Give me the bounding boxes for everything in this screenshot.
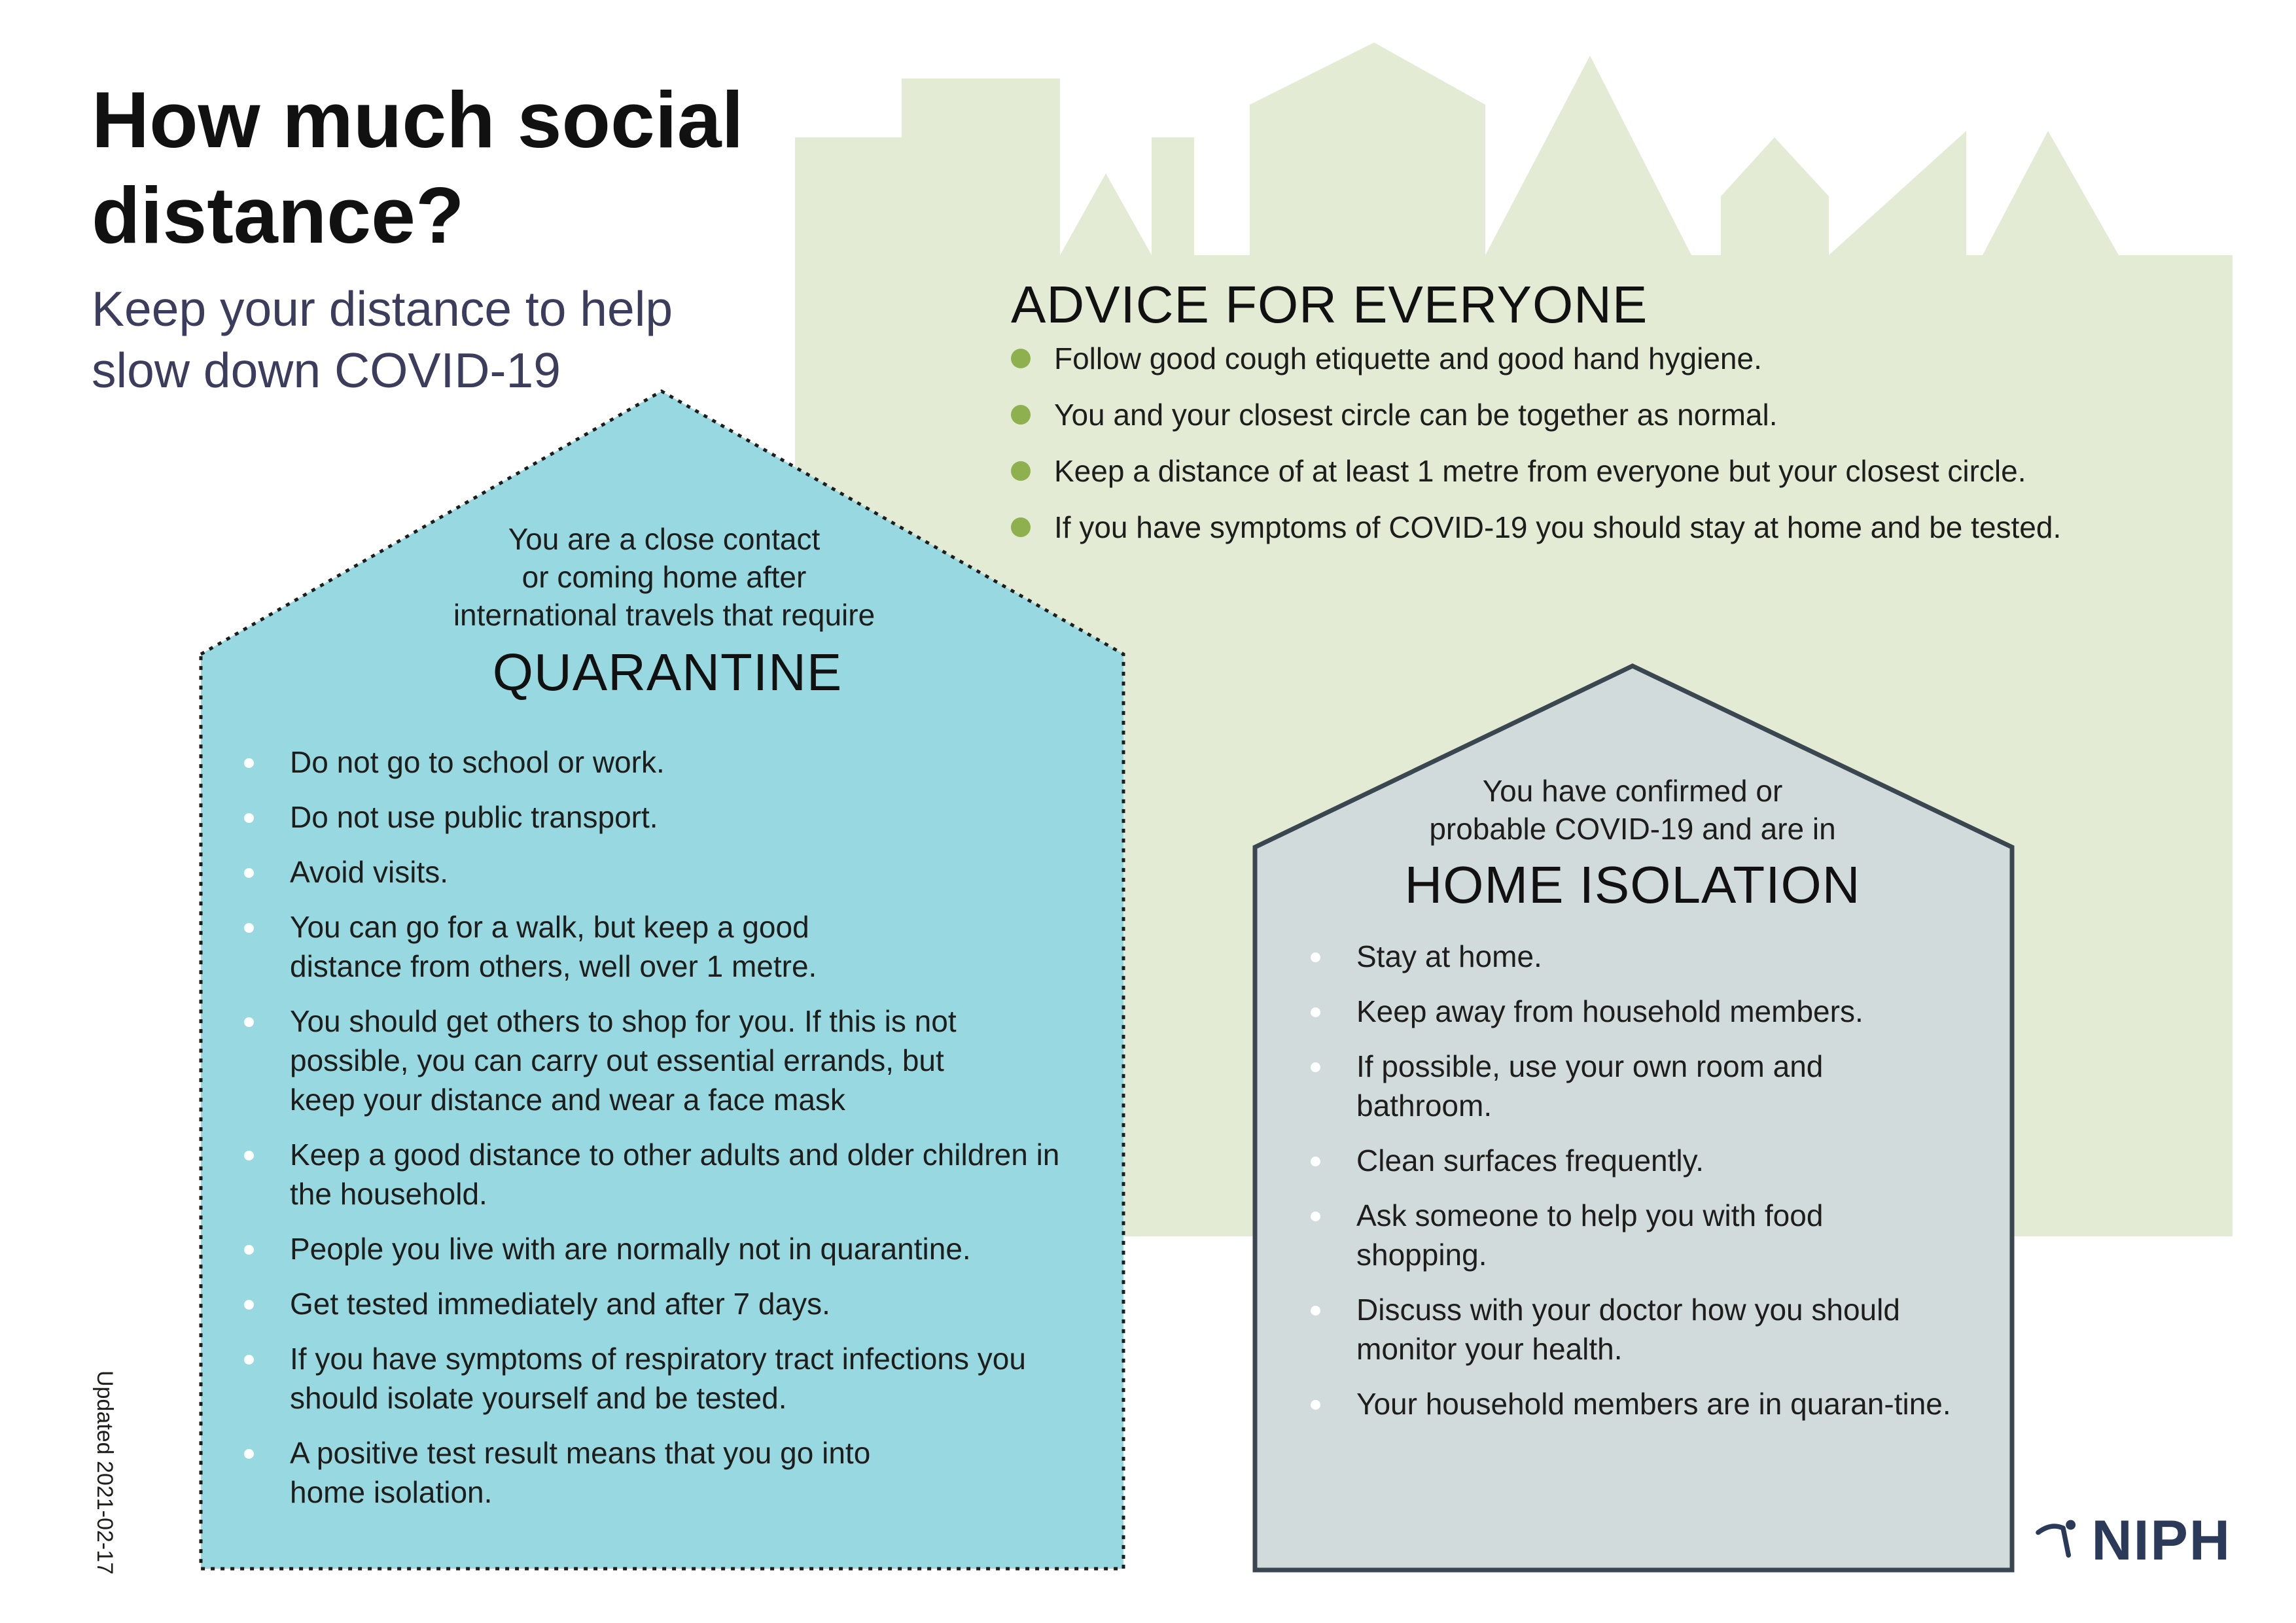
quarantine-item: You should get others to shop for you. If this is not possible, you can carry out essential errands, but keep your distance and wear a face mask [239, 1002, 1016, 1119]
isolation-item: Keep away from household members. [1305, 992, 1960, 1031]
updated-date: Updated 2021-02-17 [92, 1370, 117, 1575]
isolation-item: Stay at home. [1305, 937, 1960, 976]
advice-item: If you have symptoms of COVID-19 you should stay at home and be tested. [1011, 509, 2221, 546]
isolation-intro: You have confirmed or probable COVID-19 and are in [1429, 774, 1836, 846]
quarantine-item: If you have symptoms of respiratory tract infections you should isolate yourself and be tested. [239, 1339, 1075, 1418]
isolation-item: Your household members are in quaran-tine. [1305, 1384, 1958, 1423]
advice-list [1011, 340, 2221, 565]
page-title: How much social distance? [92, 75, 744, 260]
quarantine-item: Do not use public transport. [239, 797, 1096, 837]
quarantine-item: You can go for a walk, but keep a good distance from others, well over 1 metre. [239, 907, 879, 986]
niph-logo-icon [2035, 1511, 2084, 1570]
advice-item: Follow good cough etiquette and good hand hygiene. [1011, 340, 2221, 377]
quarantine-item: Get tested immediately and after 7 days. [239, 1284, 1096, 1323]
isolation-item: Clean surfaces frequently. [1305, 1141, 1960, 1180]
isolation-list [1305, 937, 1960, 1439]
page-subtitle: Keep your distance to help slow down COVID-19 [92, 281, 673, 398]
quarantine-item: Keep a good distance to other adults and older children in the household. [239, 1135, 1096, 1213]
advice-item: Keep a distance of at least 1 metre from everyone but your closest circle. [1011, 453, 2221, 489]
quarantine-intro: You are a close contact or coming home after international travels that require [453, 522, 875, 632]
niph-logo [2035, 1505, 2231, 1577]
quarantine-heading: QUARANTINE [492, 643, 843, 701]
quarantine-item: People you live with are normally not in quarantine. [239, 1229, 1096, 1268]
quarantine-item: A positive test result means that you go into home isolation. [239, 1433, 944, 1512]
niph-logo-text: NIPH [2091, 1509, 2231, 1572]
quarantine-list [239, 742, 1096, 1527]
isolation-heading: HOME ISOLATION [1404, 856, 1861, 914]
quarantine-item: Do not go to school or work. [239, 742, 1096, 782]
isolation-item: Ask someone to help you with food shopping. [1305, 1196, 1893, 1274]
advice-heading: ADVICE FOR EVERYONE [1011, 275, 1648, 334]
quarantine-item: Avoid visits. [239, 852, 1096, 892]
isolation-item: Discuss with your doctor how you should monitor your health. [1305, 1290, 1985, 1369]
advice-item: You and your closest circle can be together as normal. [1011, 396, 2221, 433]
isolation-item: If possible, use your own room and bathroom. [1305, 1047, 1893, 1125]
